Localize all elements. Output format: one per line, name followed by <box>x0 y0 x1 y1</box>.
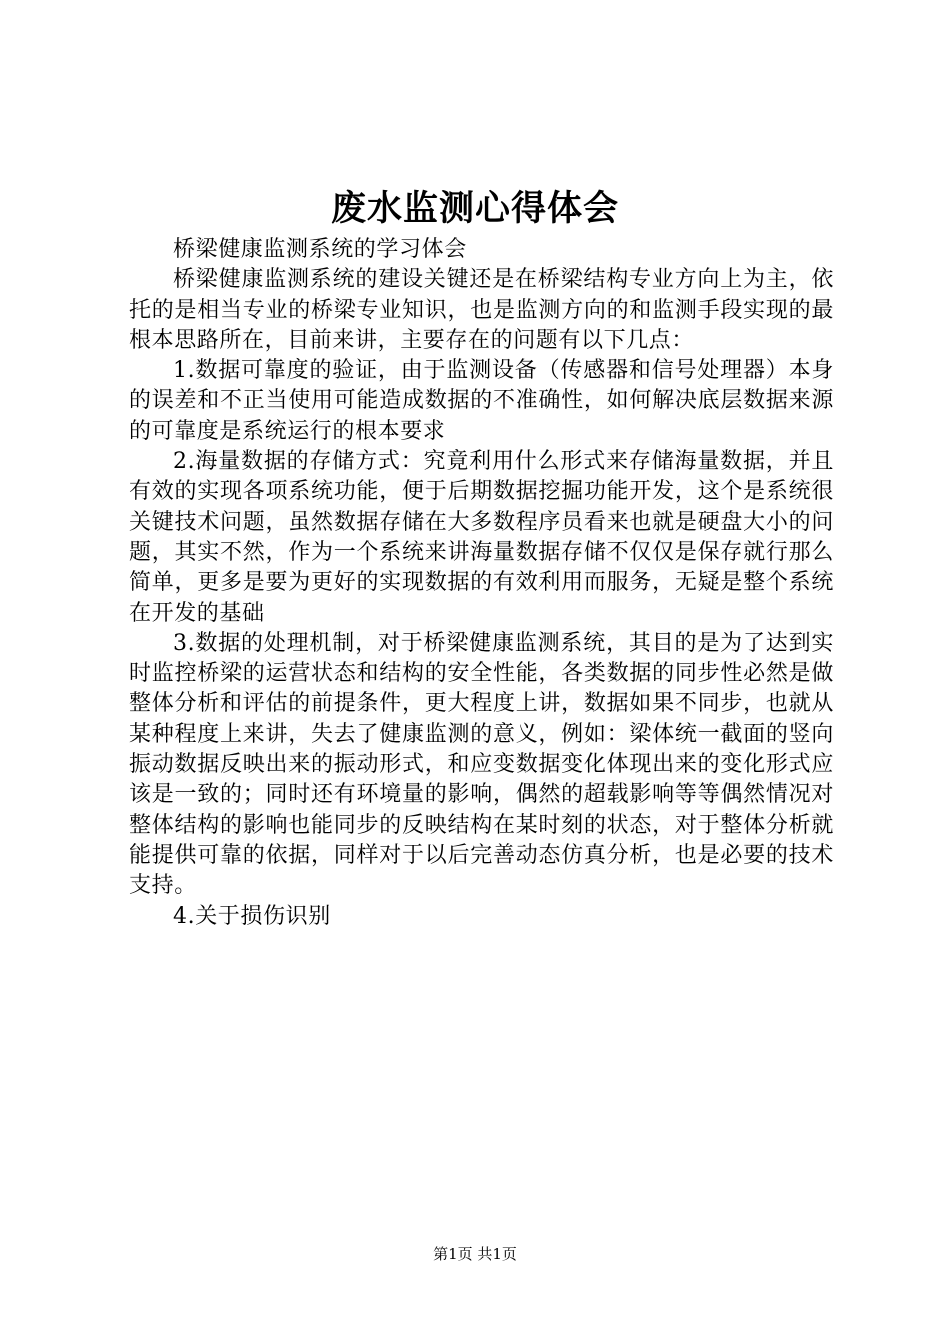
paragraph-item-3: 3.数据的处理机制，对于桥梁健康监测系统，其目的是为了达到实时监控桥梁的运营状态和结构的安全性能，各类数据的同步性必然是做整体分析和评估的前提条件，更大程度上讲，数据如果不同步，也就从某种程度上来讲，失去了健康监测的意义，例如：梁体统一截面的竖向振动数据反映出来的振动形式，和应变数据变化体现出来的变化形式应该是一致的；同时还有环境量的影响，偶然的超载影响等等偶然情况对整体结构的影响也能同步的反映结构在某时刻的状态，对于整体分析就能提供可靠的依据，同样对于以后完善动态仿真分析，也是必要的技术支持。 <box>129 630 834 899</box>
paragraph-item-2: 2.海量数据的存储方式：究竟利用什么形式来存储海量数据，并且有效的实现各项系统功能，便于后期数据挖掘功能开发，这个是系统很关键技术问题，虽然数据存储在大多数程序员看来也就是硬盘大小的问题，其实不然，作为一个系统来讲海量数据存储不仅仅是保存就行那么简单，更多是要为更好的实现数据的有效利用而服务，无疑是整个系统在开发的基础 <box>129 449 834 626</box>
paragraph-intro: 桥梁健康监测系统的建设关键还是在桥梁结构专业方向上为主，依托的是相当专业的桥梁专业知识，也是监测方向的和监测手段实现的最根本思路所在，目前来讲，主要存在的问题有以下几点： <box>129 267 834 353</box>
paragraph-item-1: 1.数据可靠度的验证，由于监测设备（传感器和信号处理器）本身的误差和不正当使用可能造成数据的不准确性，如何解决底层数据来源的可靠度是系统运行的根本要求 <box>129 358 834 444</box>
document-title: 废水监测心得体会 <box>330 189 619 229</box>
paragraph-item-4: 4.关于损伤识别 <box>173 903 331 929</box>
document-body <box>129 235 834 932</box>
document-subtitle: 桥梁健康监测系统的学习体会 <box>173 237 467 262</box>
page-footer: 第1页 共1页 <box>433 1245 517 1263</box>
